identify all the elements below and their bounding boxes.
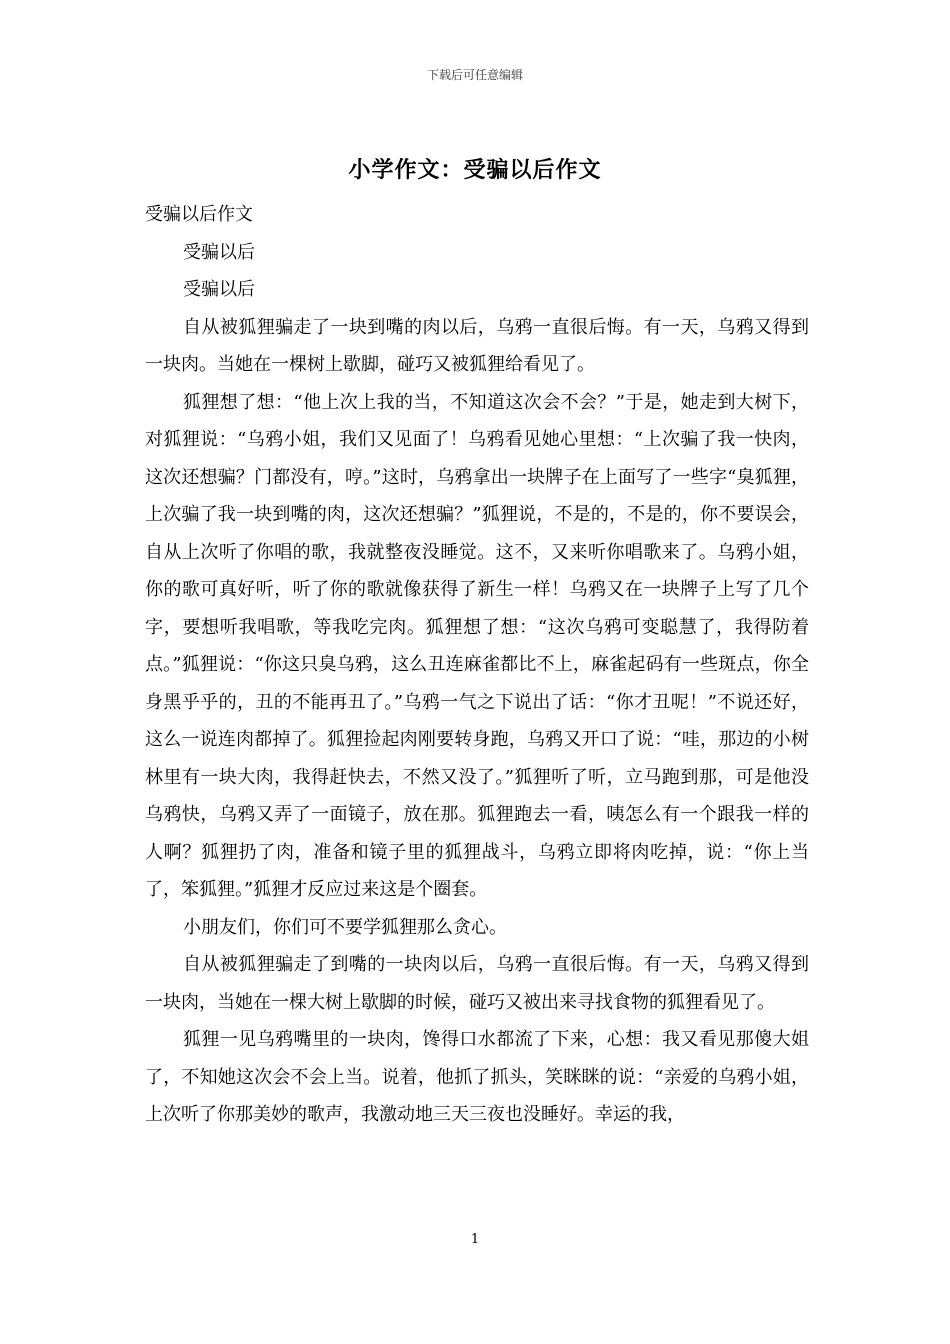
paragraph: 受骗以后作文 <box>145 204 253 225</box>
paragraph: 受骗以后 <box>183 241 255 263</box>
paragraph: 狐狸一见乌鸦嘴里的一块肉，馋得口水都流了下来，心想：我又看见那傻大姐了，不知她这次会不会上当。说着，他抓了抓头，笑眯眯的说：“亲爱的乌鸦小姐，上次听了你那美妙的歌声，我激动地三天三夜也没睡好。幸运的我， <box>145 1029 809 1125</box>
page-header: 下载后可任意编辑 <box>426 68 523 82</box>
paragraph: 小朋友们，你们可不要学狐狸那么贪心。 <box>183 916 507 938</box>
paragraph: 自从被狐狸骗走了到嘴的一块肉以后，乌鸦一直很后悔。有一天，乌鸦又得到一块肉，当她在一棵大树上歇脚的时候，碰巧又被出来寻找食物的狐狸看见了。 <box>145 954 809 1013</box>
document-body <box>145 196 809 1134</box>
page-number: 1 <box>470 1232 480 1247</box>
paragraph: 狐狸想了想：“他上次上我的当，不知道这次会不会？”于是，她走到大树下，对狐狸说：“乌鸦小姐，我们又见面了！乌鸦看见她心里想：“上次骗了我一快肉，这次还想骗？门都没有，哼。”这时，乌鸦拿出一块牌子在上面写了一些字“臭狐狸，上次骗了我一块到嘴的肉，这次还想骗？”狐狸说，不是的，不是的，你不要误会，自从上次听了你唱的歌，我就整夜没睡觉。这不，又来听你唱歌来了。乌鸦小姐，你的歌可真好听，听了你的歌就像获得了新生一样！乌鸦又在一块牌子上写了几个字，要想听我唱歌，等我吃完肉。狐狸想了想：“这次乌鸦可变聪慧了，我得防着点。”狐狸说：“你这只臭乌鸦，这么丑连麻雀都比不上，麻雀起码有一些斑点，你全身黑乎乎的，丑的不能再丑了。”乌鸦一气之下说出了话：“你才丑呢！”不说还好，这么一说连肉都掉了。狐狸捡起肉刚要转身跑，乌鸦又开口了说：“哇，那边的小树林里有一块大肉，我得赶快去，不然又没了。”狐狸听了听，立马跑到那，可是他没乌鸦快，乌鸦又弄了一面镜子，放在那。狐狸跑去一看，咦怎么有一个跟我一样的人啊？狐狸扔了肉，准备和镜子里的狐狸战斗，乌鸦立即将肉吃掉，说：“你上当了，笨狐狸。”狐狸才反应过来这是个圈套。 <box>145 391 809 900</box>
paragraph: 受骗以后 <box>183 279 255 300</box>
document-title: 小学作文：受骗以后作文 <box>348 157 602 183</box>
paragraph: 自从被狐狸骗走了一块到嘴的肉以后，乌鸦一直很后悔。有一天，乌鸦又得到一块肉。当她在一棵树上歇脚，碰巧又被狐狸给看见了。 <box>145 316 809 375</box>
